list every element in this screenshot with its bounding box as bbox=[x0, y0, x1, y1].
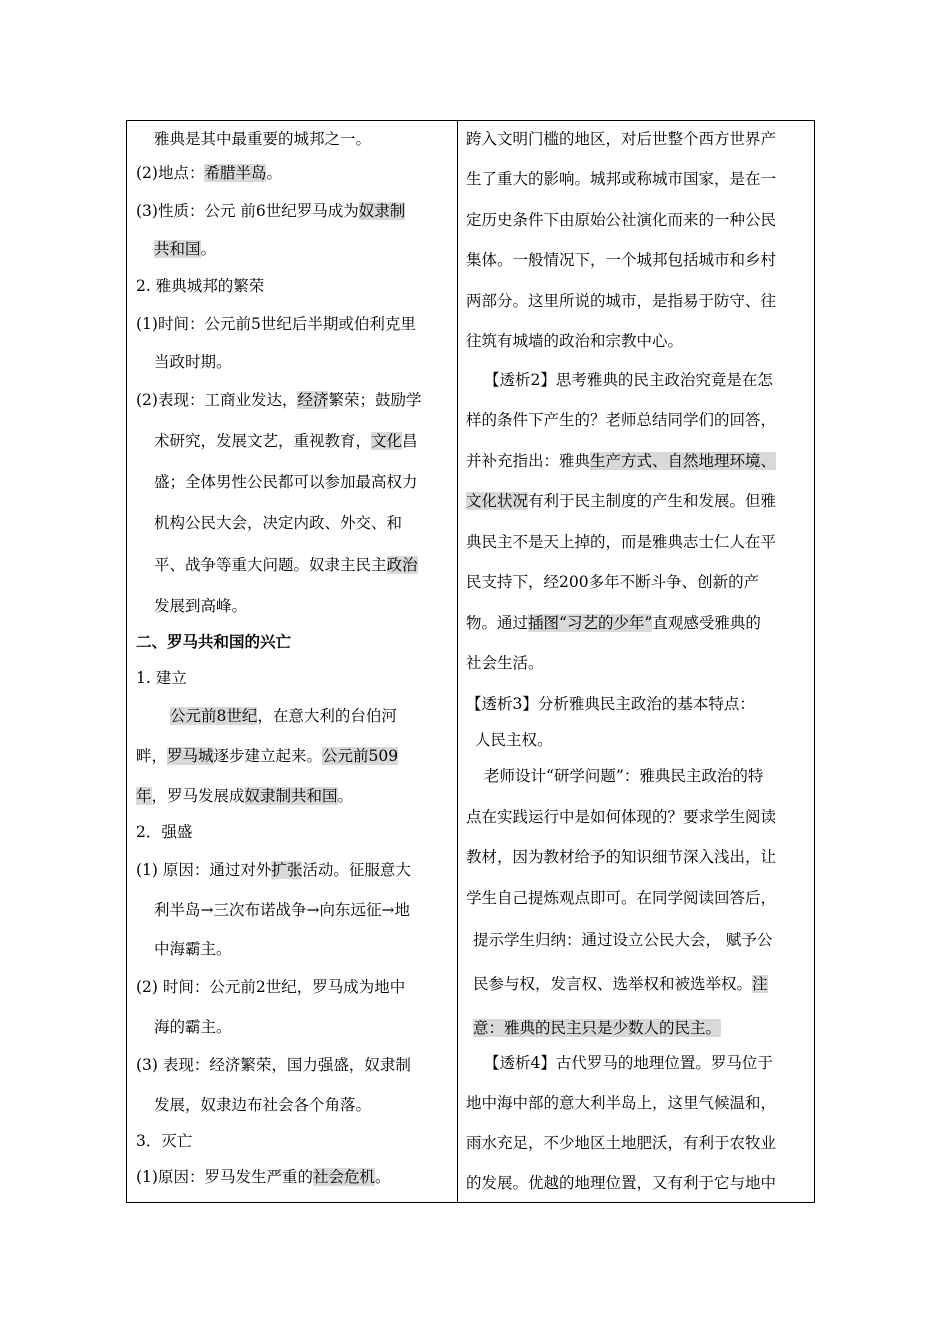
column-divider bbox=[457, 120, 458, 1203]
right-line: 民参与权，发言权、选举权和被选举权。注 bbox=[473, 975, 768, 993]
left-line: 畔，罗马城逐步建立起来。公元前509 bbox=[136, 747, 399, 765]
right-line: 人民主权。 bbox=[475, 731, 553, 749]
left-line: 利半岛→三次布诺战争→向东远征→地 bbox=[154, 901, 410, 919]
right-line: 文化状况有利于民主制度的产生和发展。但雅 bbox=[466, 492, 777, 510]
right-line: 物。通过插图“习艺的少年”直观感受雅典的 bbox=[466, 614, 761, 632]
left-line: (1) 原因：通过对外扩张活动。征服意大 bbox=[136, 861, 411, 879]
left-line: 共和国。 bbox=[154, 240, 217, 258]
right-line: 民支持下，经200多年不断斗争、创新的产 bbox=[466, 573, 760, 591]
left-line: 术研究，发展文艺，重视教育，文化昌 bbox=[154, 432, 418, 450]
section-heading: 二、罗马共和国的兴亡 bbox=[136, 632, 292, 651]
left-line: 公元前8世纪，在意大利的台伯河 bbox=[170, 707, 397, 725]
left-line: 海的霸主。 bbox=[154, 1018, 232, 1036]
right-line: 样的条件下产生的？老师总结同学们的回答， bbox=[466, 411, 777, 429]
right-line: 教材，因为教材给予的知识细节深入浅出，让 bbox=[466, 848, 777, 866]
left-line: 年，罗马发展成奴隶制共和国。 bbox=[136, 787, 354, 805]
right-line: 【透析4】古代罗马的地理位置。罗马位于 bbox=[484, 1054, 773, 1072]
left-line: 当政时期。 bbox=[154, 353, 232, 371]
left-line: 发展，奴隶边布社会各个角落。 bbox=[154, 1096, 372, 1114]
left-line: 平、战争等重大问题。奴隶主民主政治 bbox=[154, 556, 418, 574]
left-line: (2)表现：工商业发达，经济繁荣；鼓励学 bbox=[136, 391, 422, 409]
left-line: 盛；全体男性公民都可以参加最高权力 bbox=[154, 473, 418, 491]
right-line: 的发展。优越的地理位置，又有利于它与地中 bbox=[466, 1174, 777, 1192]
right-line: 提示学生归纳：通过设立公民大会， 赋予公 bbox=[473, 931, 773, 949]
left-line: 机构公民大会，决定内政、外交、和 bbox=[154, 514, 403, 532]
right-line: 社会生活。 bbox=[466, 654, 544, 672]
left-heading: 1. 建立 bbox=[136, 669, 187, 687]
left-heading: 2. 雅典城邦的繁荣 bbox=[136, 277, 265, 295]
left-line: 发展到高峰。 bbox=[154, 597, 248, 615]
left-line: (1)原因：罗马发生严重的社会危机。 bbox=[136, 1168, 391, 1186]
left-line: (2)地点：希腊半岛。 bbox=[136, 164, 282, 182]
right-line: 学生自己提炼观点即可。在同学阅读回答后， bbox=[466, 889, 777, 907]
right-line: 【透析3】分析雅典民主政治的基本特点： bbox=[466, 695, 755, 713]
left-line: 雅典是其中最重要的城邦之一。 bbox=[154, 130, 372, 148]
left-line: (2) 时间：公元前2世纪，罗马成为地中 bbox=[136, 978, 406, 996]
right-line: 往筑有城墙的政治和宗教中心。 bbox=[466, 332, 684, 350]
left-line: (1)时间：公元前5世纪后半期或伯利克里 bbox=[136, 315, 416, 333]
right-line: 并补充指出：雅典生产方式、自然地理环境、 bbox=[466, 452, 777, 470]
right-line: 生了重大的影响。城邦或称城市国家，是在一 bbox=[466, 170, 777, 188]
right-line: 雨水充足，不少地区土地肥沃，有利于农牧业 bbox=[466, 1134, 777, 1152]
right-line: 【透析2】思考雅典的民主政治究竟是在怎 bbox=[484, 371, 773, 389]
right-line: 两部分。这里所说的城市，是指易于防守、往 bbox=[466, 292, 777, 310]
left-heading: 2．强盛 bbox=[136, 823, 193, 841]
right-line: 意：雅典的民主只是少数人的民主。 bbox=[473, 1019, 722, 1037]
left-line: (3) 表现：经济繁荣，国力强盛，奴隶制 bbox=[136, 1056, 411, 1074]
left-line: 中海霸主。 bbox=[154, 940, 232, 958]
right-line: 老师设计“研学问题”：雅典民主政治的特 bbox=[484, 767, 764, 785]
left-heading: 3．灭亡 bbox=[136, 1132, 193, 1150]
right-line: 点在实践运行中是如何体现的？要求学生阅读 bbox=[466, 808, 777, 826]
right-line: 定历史条件下由原始公社演化而来的一种公民 bbox=[466, 211, 777, 229]
right-line: 集体。一般情况下，一个城邦包括城市和乡村 bbox=[466, 251, 777, 269]
left-line: (3)性质：公元 前6世纪罗马成为奴隶制 bbox=[136, 202, 406, 220]
right-line: 跨入文明门槛的地区，对后世整个西方世界产 bbox=[466, 130, 777, 148]
right-line: 地中海中部的意大利半岛上，这里气候温和， bbox=[466, 1094, 777, 1112]
right-line: 典民主不是天上掉的，而是雅典志士仁人在平 bbox=[466, 533, 777, 551]
